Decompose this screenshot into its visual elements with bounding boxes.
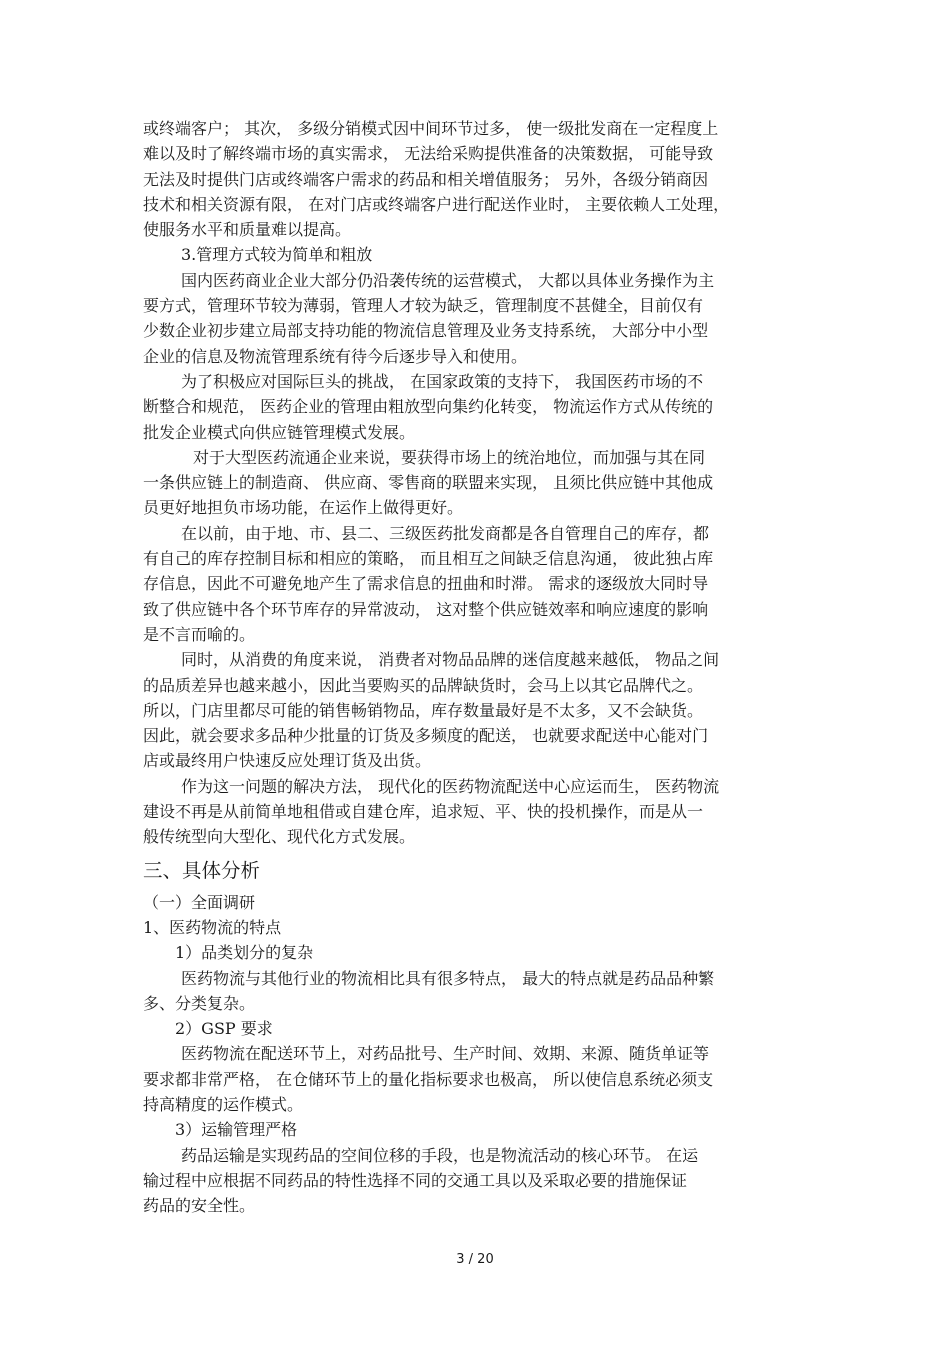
text-line: 少数企业初步建立局部支持功能的物流信息管理及业务支持系统， 大部分中小型: [143, 321, 709, 341]
text-line: 药品的安全性。: [143, 1196, 256, 1216]
text-line: 作为这一问题的解决方法， 现代化的医药物流配送中心应运而生， 医药物流: [181, 776, 720, 796]
text-line: 国内医药商业企业大部分仍沿袭传统的运营模式， 大都以具体业务操作为主: [181, 270, 715, 290]
subheading: 3.管理方式较为简单和粗放: [181, 245, 373, 265]
text-line: 技术和相关资源有限， 在对门店或终端客户进行配送作业时， 主要依赖人工处理，: [143, 194, 730, 214]
text-line: 对于大型医药流通企业来说，要获得市场上的统治地位，而加强与其在同: [193, 447, 706, 467]
text-line: 是不言而喻的。: [143, 624, 256, 644]
item-heading: 2）GSP 要求: [175, 1019, 273, 1039]
text-line: 存信息，因此不可避免地产生了需求信息的扭曲和时滞。 需求的逐级放大同时导: [143, 574, 709, 594]
text-line: 一条供应链上的制造商、 供应商、零售商的联盟来实现， 且须比供应链中其他成: [143, 473, 714, 493]
text-line: 店或最终用户快速反应处理订货及出货。: [143, 751, 432, 771]
text-line: 多、分类复杂。: [143, 993, 256, 1013]
text-line: 药品运输是实现药品的空间位移的手段，也是物流活动的核心环节。 在运: [181, 1145, 699, 1165]
text-line: 医药物流在配送环节上，对药品批号、生产时间、效期、来源、随货单证等: [181, 1044, 710, 1064]
text-line: 同时，从消费的角度来说， 消费者对物品品牌的迷信度越来越低， 物品之间: [181, 650, 720, 670]
text-line: 的品质差异也越来越小，因此当要购买的品牌缺货时，会马上以其它品牌代之。: [143, 675, 704, 695]
text-line: 要求都非常严格， 在仓储环节上的量化指标要求也极高， 所以使信息系统必须支: [143, 1069, 714, 1089]
text-line: 要方式，管理环节较为薄弱，管理人才较为缺乏，管理制度不甚健全，目前仅有: [143, 296, 704, 316]
text-line: 使服务水平和质量难以提高。: [143, 220, 352, 240]
text-line: 般传统型向大型化、现代化方式发展。: [143, 827, 416, 847]
text-line: 因此，就会要求多品种少批量的订货及多频度的配送， 也就要求配送中心能对门: [143, 726, 709, 746]
document-body: [143, 116, 808, 1218]
text-line: 有自己的库存控制目标和相应的策略， 而且相互之间缺乏信息沟通， 彼此独占库: [143, 549, 714, 569]
text-line: 致了供应链中各个环节库存的异常波动， 这对整个供应链效率和响应速度的影响: [143, 599, 709, 619]
text-line: 在以前，由于地、市、县二、三级医药批发商都是各自管理自己的库存，都: [181, 523, 710, 543]
item-heading: 1）品类划分的复杂: [175, 943, 314, 963]
text-line: 建设不再是从前简单地租借或自建仓库，追求短、平、快的投机操作，而是从一: [143, 802, 704, 822]
text-line: 输过程中应根据不同药品的特性选择不同的交通工具以及采取必要的措施保证: [143, 1170, 688, 1190]
section-heading: 三、具体分析: [143, 858, 261, 882]
text-line: 或终端客户； 其次， 多级分销模式因中间环节过多， 使一级批发商在一定程度上: [143, 119, 719, 138]
item-heading: 3）运输管理严格: [175, 1120, 298, 1140]
page-number: 3 / 20: [456, 1252, 494, 1267]
text-line: 医药物流与其他行业的物流相比具有很多特点， 最大的特点就是药品品种繁: [181, 968, 715, 988]
text-line: 批发企业模式向供应链管理模式发展。: [143, 422, 416, 442]
subsection-heading: 1、医药物流的特点: [143, 917, 282, 937]
text-line: 持高精度的运作模式。: [143, 1094, 304, 1114]
text-line: 无法及时提供门店或终端客户需求的药品和相关增值服务； 另外，各级分销商因: [143, 169, 709, 189]
text-line: 断整合和规范， 医药企业的管理由粗放型向集约化转变， 物流运作方式从传统的: [143, 397, 714, 417]
text-line: 企业的信息及物流管理系统有待今后逐步导入和使用。: [143, 346, 528, 366]
text-line: 难以及时了解终端市场的真实需求， 无法给采购提供准备的决策数据， 可能导致: [143, 144, 714, 164]
subsection-heading: （一）全面调研: [143, 892, 256, 912]
text-line: 为了积极应对国际巨头的挑战， 在国家政策的支持下， 我国医药市场的不: [181, 371, 704, 391]
text-line: 所以，门店里都尽可能的销售畅销物品，库存数量最好是不太多，又不会缺货。: [143, 700, 704, 720]
text-line: 员更好地担负市场功能，在运作上做得更好。: [143, 498, 464, 518]
